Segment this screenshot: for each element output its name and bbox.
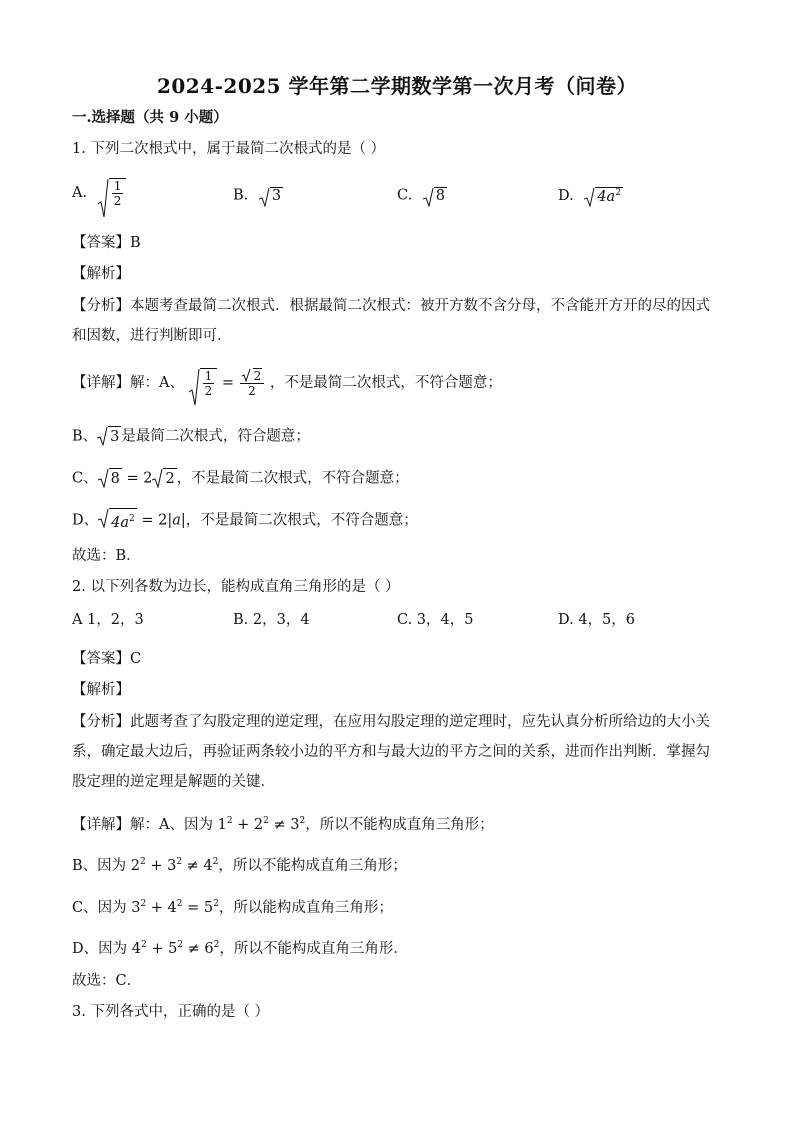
q1-option-d-label: D. (558, 188, 574, 204)
exponent: 2 (129, 514, 135, 524)
q2-analysis: 【分析】此题考查了勾股定理的逆定理，在应用勾股定理的逆定理时，应先认真分析所给边的大小关系，确定最大边后，再验证两条较小边的平方和与最大边的平方之间的关系，进而作出判断．掌握勾股定理的逆定理是解题的关键． (72, 714, 710, 790)
detail-text: ，所以不能构成直角三角形； (218, 858, 407, 874)
detail-text: ，所以不能构成直角三角形； (305, 817, 494, 833)
radicand: 4a (597, 189, 616, 205)
detail-prefix: B、 (72, 428, 98, 445)
q1-detail-a (72, 368, 502, 398)
radicand: 3 (271, 188, 282, 204)
math-expression: $1^2 + 2^2 \ne 3^2$ (217, 816, 306, 833)
section-heading: 一.选择题（共 9 小题） (72, 109, 228, 126)
equation-part: = 2 (141, 512, 168, 529)
radicand: 3 (108, 426, 121, 447)
detail-text: ，不是最简二次根式，不符合题意； (185, 512, 418, 529)
q1-option-c (397, 187, 447, 204)
radicand: 8 (109, 468, 122, 489)
sqrt-symbol (259, 187, 283, 204)
q2-stem: 2. 以下列各数为边长，能构成直角三角形的是（ ） (72, 579, 400, 595)
q2-answer: 【答案】C (72, 651, 142, 667)
fraction-numerator: 1 (204, 369, 213, 383)
detail-text: ，所以能构成直角三角形； (218, 900, 393, 916)
fraction-numerator: 1 (113, 179, 122, 193)
detail-text: ，所以不能构成直角三角形． (219, 941, 408, 957)
q3-stem: 3. 下列各式中，正确的是（ ） (72, 1004, 270, 1020)
q1-option-d (558, 187, 623, 205)
q1-analysis: 【分析】本题考查最简二次根式．根据最简二次根式：被开方数不含分母，不含能开方开的尽的因式和因数，进行判断即可． (72, 298, 710, 344)
q2-detail-c (72, 894, 393, 918)
detail-prefix: 【详解】解：A、 (72, 375, 184, 391)
detail-prefix: D、 (72, 512, 99, 529)
q2-option-b: B. 2，3，4 (233, 612, 310, 628)
detail-prefix: 【详解】解：A、因为 (72, 817, 213, 833)
q1-option-b (233, 187, 283, 204)
math-expression: $4^2 + 5^2 \ne 6^2$ (131, 940, 220, 957)
fraction-denominator: 2 (113, 194, 122, 208)
math-expression: $2^2 + 3^2 \ne 4^2$ (130, 857, 219, 874)
detail-text: ，不是最简二次根式，不符合题意； (269, 375, 502, 391)
sqrt-symbol (97, 426, 121, 447)
q1-detail-b (72, 426, 310, 447)
q2-detail-b (72, 852, 407, 876)
sqrt-symbol (584, 187, 623, 205)
q2-analysis-heading: 【解析】 (72, 682, 130, 698)
q1-answer: 【答案】B (72, 235, 141, 251)
q1-option-a (72, 178, 126, 208)
q2-option-d: D. 4，5，6 (558, 612, 636, 628)
radicand: 4a (111, 515, 130, 531)
q1-stem: 1. 下列二次根式中，属于最简二次根式的是（ ） (72, 141, 386, 157)
sqrt-symbol: 2 (242, 368, 263, 383)
q2-option-a: A 1，2，3 (72, 612, 144, 628)
q2-detail-d (72, 935, 408, 959)
detail-prefix: B、因为 (72, 858, 127, 874)
sqrt-symbol (189, 368, 218, 398)
radicand: 8 (435, 188, 446, 204)
q1-option-c-label: C. (397, 187, 413, 204)
q2-option-c: C. 3，4，5 (397, 612, 474, 628)
detail-prefix: D、因为 (72, 941, 128, 957)
q2-detail-a (72, 811, 494, 835)
exponent: 2 (615, 188, 621, 198)
fraction: $\frac{2}{2}$ (240, 368, 265, 398)
fraction-denominator: 2 (204, 384, 213, 398)
q1-conclusion: 故选：B． (72, 548, 141, 564)
q1-detail-c (72, 468, 409, 489)
detail-prefix: C、因为 (72, 900, 127, 916)
detail-text: 是最简二次根式，符合题意； (121, 428, 310, 445)
q1-detail-d: D、 $4a^2 = 2|a|$，不是最简二次根式，不符合题意； (72, 508, 418, 533)
page-title: 2024-2025 学年第二学期数学第一次月考（问卷） (156, 74, 638, 98)
q2-conclusion: 故选：C． (72, 973, 142, 989)
equation-part: = 2 (126, 470, 153, 487)
q1-option-b-label: B. (233, 187, 249, 204)
detail-prefix: C、 (72, 470, 98, 487)
sqrt-symbol: 2 (152, 468, 176, 489)
q1-analysis-heading: 【解析】 (72, 266, 130, 282)
sqrt-symbol (98, 468, 122, 489)
equals-sign: = (221, 375, 234, 391)
detail-text: ，不是最简二次根式，不符合题意； (176, 470, 409, 487)
math-expression: $3^2 + 4^2 = 5^2$ (131, 899, 219, 916)
sqrt-symbol (98, 178, 127, 208)
sqrt-symbol (98, 508, 137, 533)
sqrt-symbol (423, 187, 447, 204)
q1-option-a-label: A. (72, 185, 88, 201)
